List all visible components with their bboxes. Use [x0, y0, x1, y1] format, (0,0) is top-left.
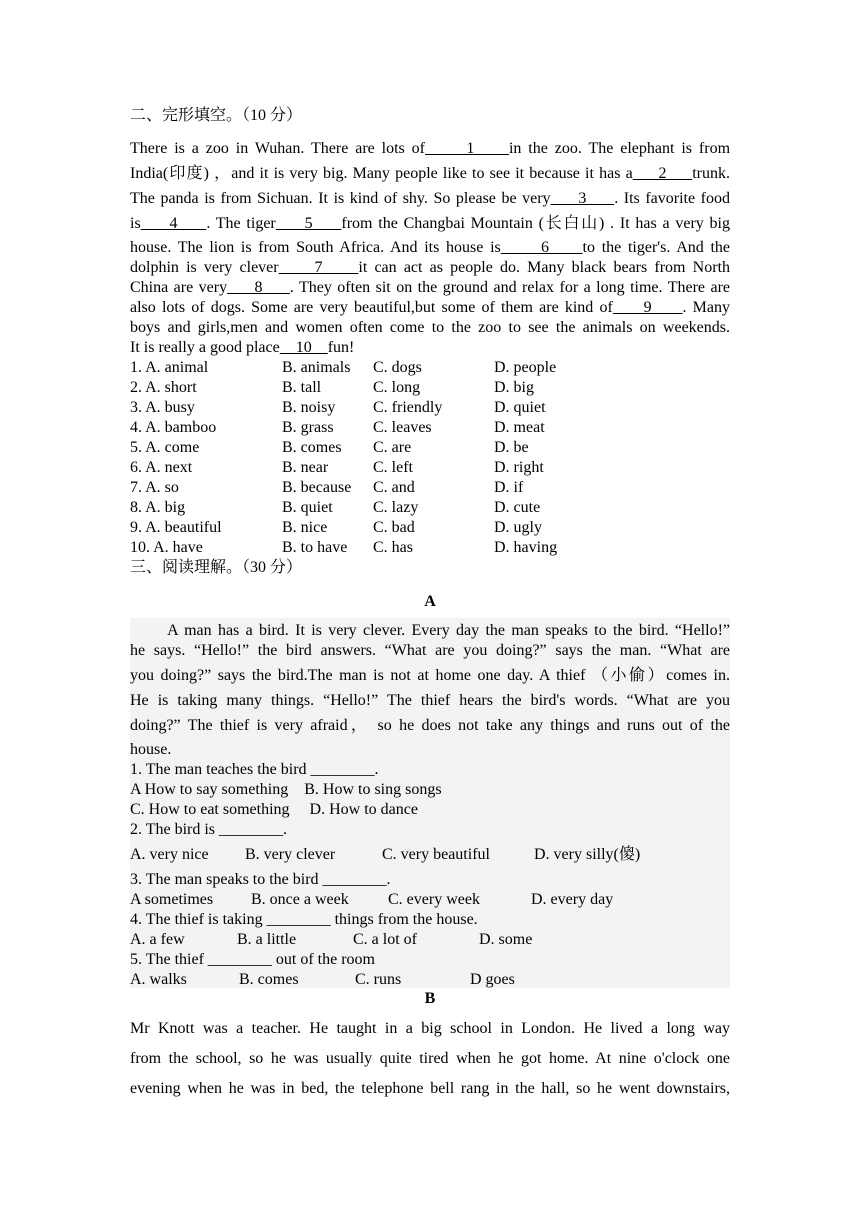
part-a-label: A: [424, 593, 436, 610]
option-b: B. comes: [282, 439, 342, 456]
option-c: C. runs: [355, 971, 402, 988]
question-1-options: A How to say something B. How to sing songs: [130, 781, 442, 798]
passage-line: you doing?” says the bird.The man is not at home one day. A thief （小偷）comes in.: [130, 667, 730, 684]
option-c: C. dogs: [373, 359, 422, 376]
question-3: 3. The man speaks to the bird ________.: [130, 871, 391, 888]
passage-line: China are very 8 . They often sit on the ground and relax for a long time. There are: [130, 279, 731, 296]
option-b: B. very clever: [245, 846, 336, 863]
question-2: 2. The bird is ________.: [130, 821, 288, 838]
option-b: B. grass: [282, 419, 334, 436]
passage-line: house.: [130, 741, 172, 758]
question-1-options: C. How to eat something D. How to dance: [130, 801, 418, 818]
option-c: C. and: [373, 479, 415, 496]
option-d: D. very silly(傻): [534, 846, 641, 863]
section-2-heading: 二、完形填空。（10 分）: [130, 107, 303, 124]
option-d: D. people: [494, 359, 557, 376]
option-b: B. near: [282, 459, 329, 476]
passage-line: from the school, so he was usually quite tired when he got home. At nine o'clock one: [130, 1050, 730, 1067]
option-b: B. animals: [282, 359, 351, 376]
option-a: 2. A. short: [130, 379, 197, 396]
option-a: 3. A. busy: [130, 399, 195, 416]
part-b-label: B: [424, 990, 436, 1007]
option-d: D. some: [479, 931, 533, 948]
option-b: B. comes: [239, 971, 299, 988]
option-c: C. are: [373, 439, 412, 456]
passage-line: evening when he was in bed, the telephone bell rang in the hall, so he went downstairs,: [130, 1080, 730, 1097]
passage-line: boys and girls,men and women often come to the zoo to see the animals on weekends.: [130, 319, 730, 336]
passage-line: doing?” The thief is very afraid， so he does not take any things and runs out of the: [130, 717, 730, 734]
option-c: C. left: [373, 459, 413, 476]
option-c: C. very beautiful: [382, 846, 490, 863]
option-c: C. leaves: [373, 419, 432, 436]
option-d: D. right: [494, 459, 544, 476]
passage-line: It is really a good place 10 fun!: [130, 339, 355, 356]
question-1: 1. The man teaches the bird ________.: [130, 761, 379, 778]
option-a: A sometimes: [130, 891, 214, 908]
option-d: D. if: [494, 479, 524, 496]
option-d: D. having: [494, 539, 558, 556]
option-a: A. very nice: [130, 846, 209, 863]
option-b: B. once a week: [251, 891, 349, 908]
passage-line: he says. “Hello!” the bird answers. “What are you doing?” says the man. “What are: [130, 642, 730, 659]
option-a: 10. A. have: [130, 539, 203, 556]
option-a: 4. A. bamboo: [130, 419, 217, 436]
option-d: D. ugly: [494, 519, 542, 536]
option-c: C. bad: [373, 519, 415, 536]
option-c: C. has: [373, 539, 413, 556]
option-d: D. big: [494, 379, 534, 396]
option-b: B. tall: [282, 379, 322, 396]
option-c: C. lazy: [373, 499, 419, 516]
option-a: 7. A. so: [130, 479, 179, 496]
option-b: B. because: [282, 479, 352, 496]
option-b: B. quiet: [282, 499, 333, 516]
option-d: D. quiet: [494, 399, 546, 416]
section-3-heading: 三、阅读理解。（30 分）: [130, 559, 303, 576]
option-a: 9. A. beautiful: [130, 519, 222, 536]
option-a: 8. A. big: [130, 499, 186, 516]
passage-line: He is taking many things. “Hello!” The thief hears the bird's words. “What are you: [130, 692, 730, 709]
option-c: C. a lot of: [353, 931, 417, 948]
option-b: B. to have: [282, 539, 348, 556]
passage-line: The panda is from Sichuan. It is kind of shy. So please be very 3 . Its favorite food: [130, 190, 730, 207]
option-c: C. every week: [388, 891, 480, 908]
question-4: 4. The thief is taking ________ things from the house.: [130, 911, 478, 928]
option-b: B. a little: [237, 931, 297, 948]
passage-line: A man has a bird. It is very clever. Every day the man speaks to the bird. “Hello!”: [130, 622, 730, 639]
question-5: 5. The thief ________ out of the room: [130, 951, 375, 968]
option-a: 5. A. come: [130, 439, 200, 456]
passage-line: dolphin is very clever 7 it can act as people do. Many black bears from North: [130, 259, 731, 276]
passage-line: India(印度) ，and it is very big. Many people like to see it because it has a 2 trunk.: [130, 165, 731, 182]
option-d: D. meat: [494, 419, 545, 436]
passage-line: also lots of dogs. Some are very beautiful,but some of them are kind of 9 . Many: [130, 299, 731, 316]
passage-line: Mr Knott was a teacher. He taught in a big school in London. He lived a long way: [130, 1020, 730, 1037]
option-a: 6. A. next: [130, 459, 193, 476]
option-c: C. long: [373, 379, 421, 396]
option-d: D goes: [470, 971, 515, 988]
option-a: 1. A. animal: [130, 359, 209, 376]
option-d: D. be: [494, 439, 529, 456]
option-d: D. cute: [494, 499, 541, 516]
option-c: C. friendly: [373, 399, 443, 416]
option-a: A. walks: [130, 971, 187, 988]
option-b: B. nice: [282, 519, 328, 536]
option-a: A. a few: [130, 931, 185, 948]
passage-line: is 4 . The tiger 5 from the Changbai Mountain (长白山) . It has a very big: [130, 215, 731, 232]
option-b: B. noisy: [282, 399, 336, 416]
passage-line: house. The lion is from South Africa. And its house is 6 to the tiger's. And the: [130, 239, 731, 256]
passage-line: There is a zoo in Wuhan. There are lots of 1 in the zoo. The elephant is from: [130, 140, 731, 157]
option-d: D. every day: [531, 891, 614, 908]
